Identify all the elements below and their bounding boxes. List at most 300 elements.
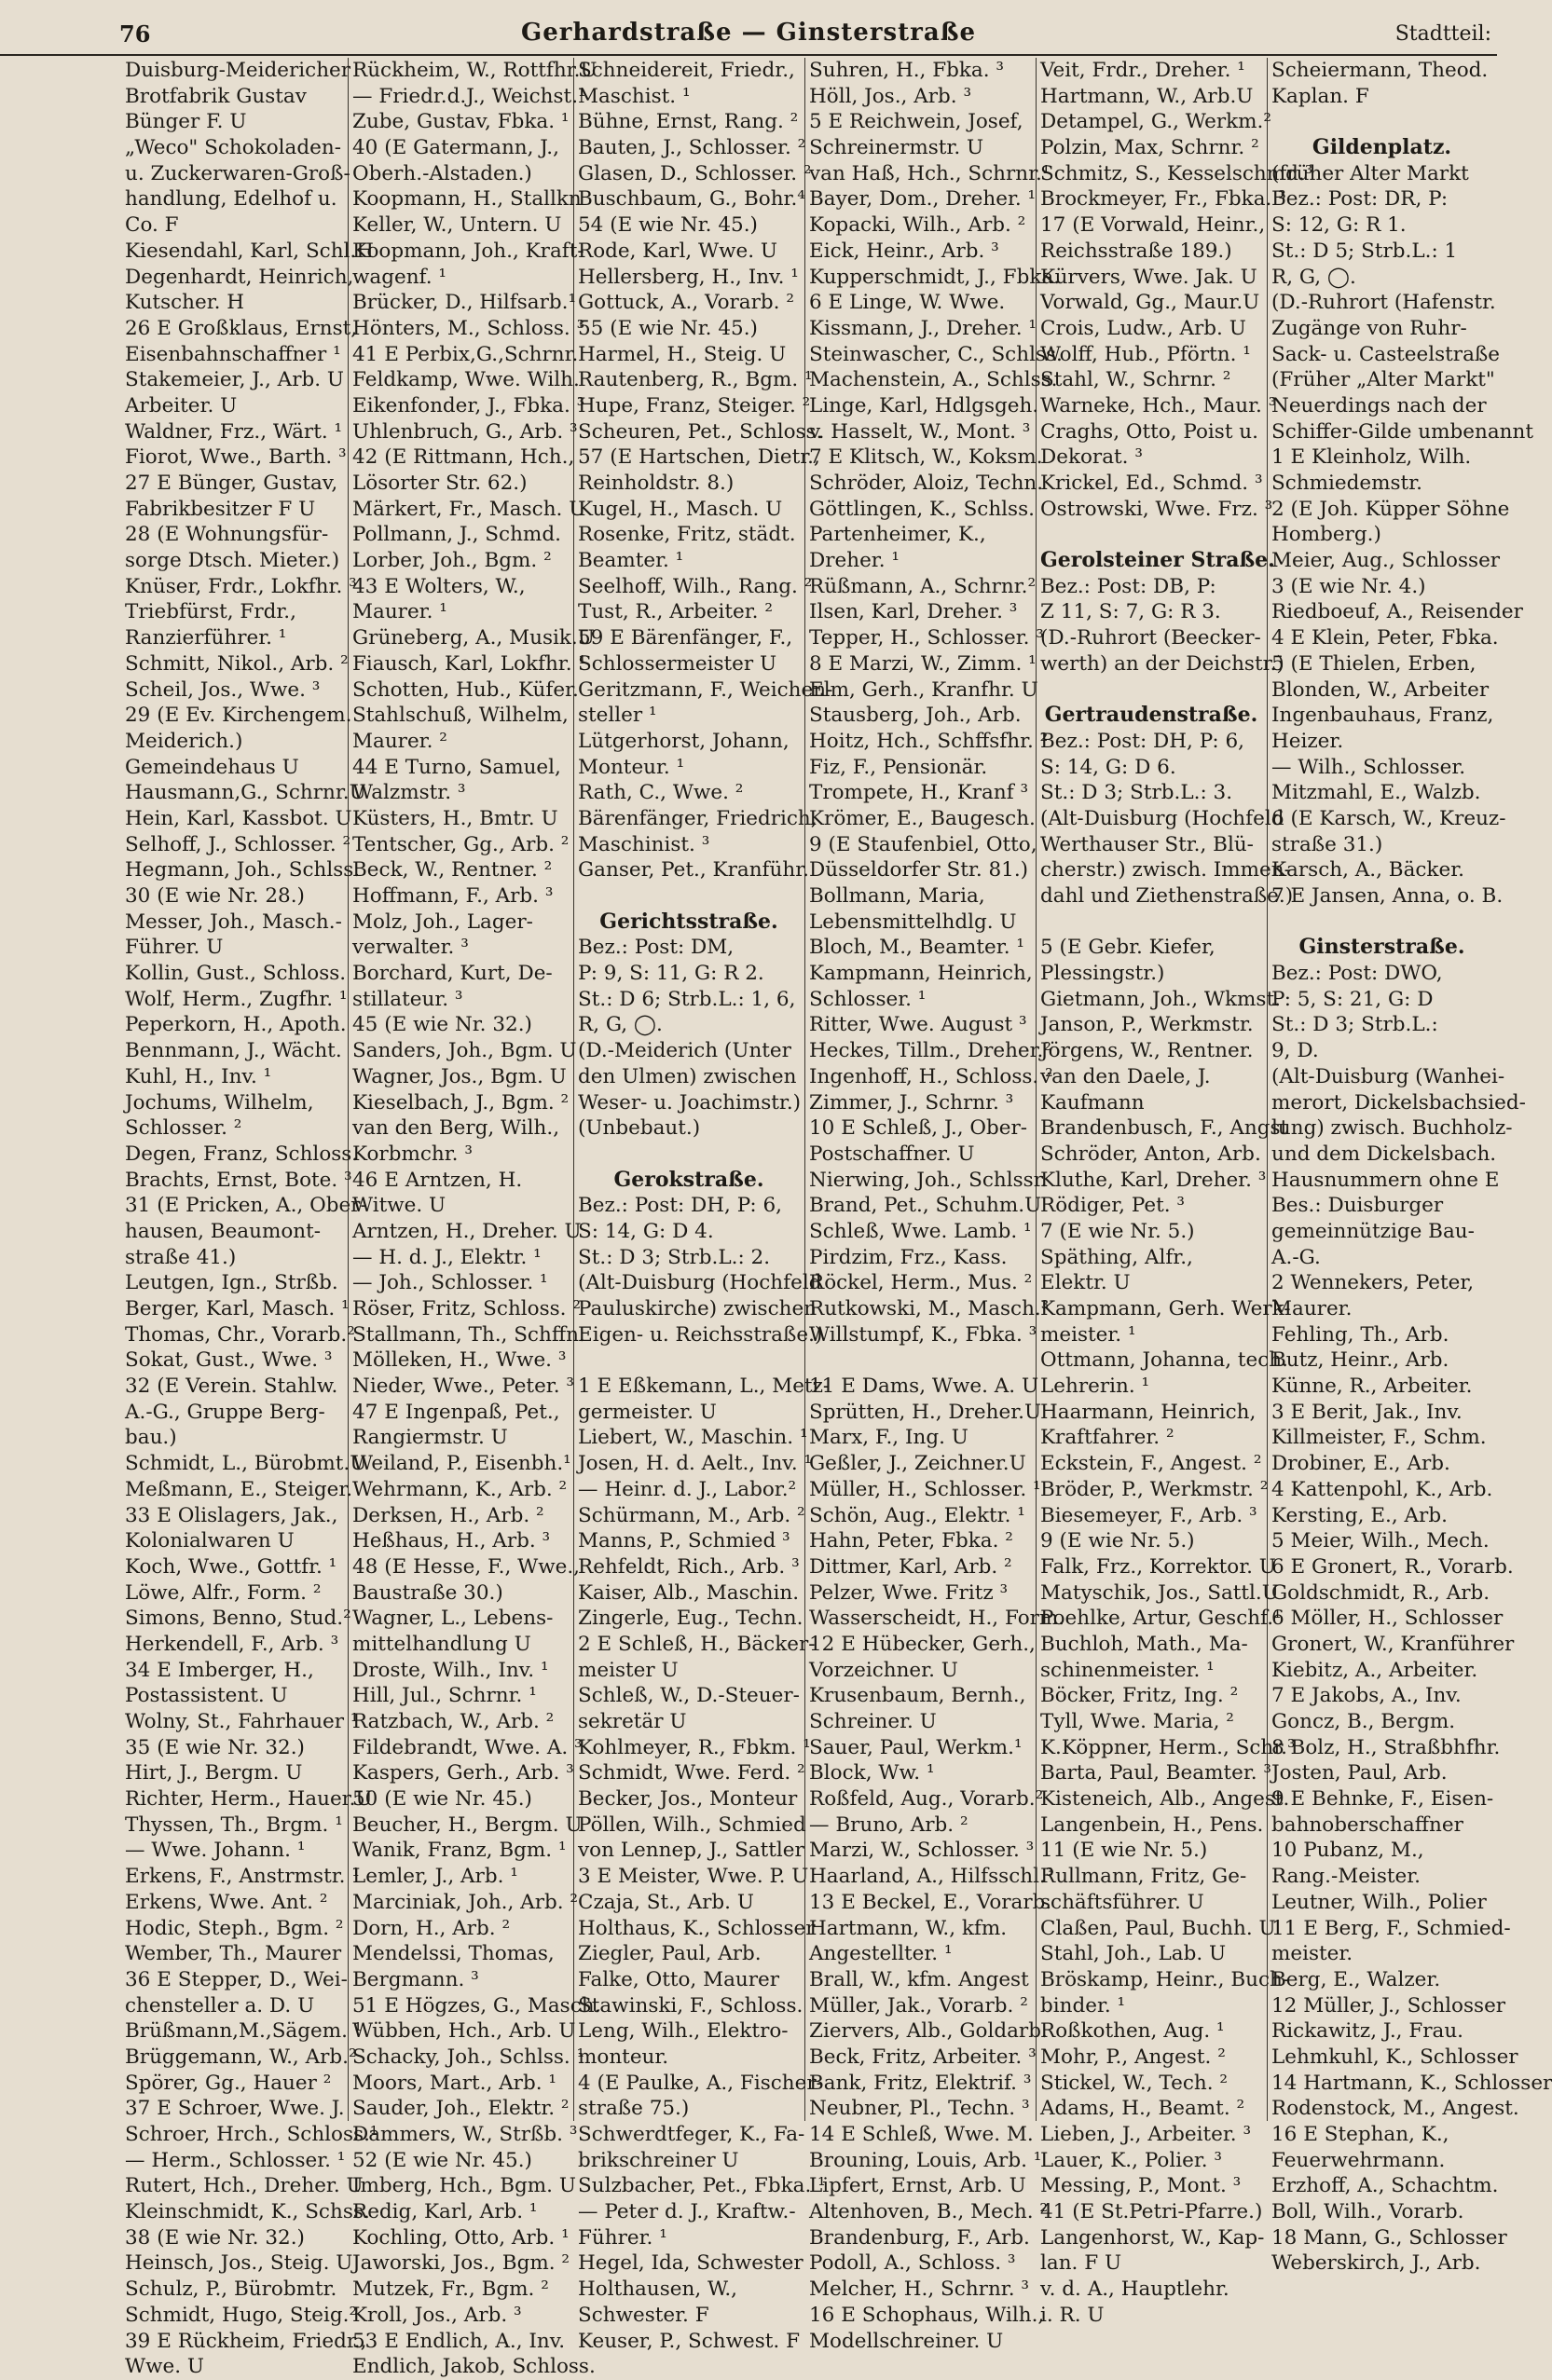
directory-entry-line: Zugänge von Ruhr- [1271, 316, 1467, 340]
directory-entry-line: Rutert, Hch., Dreher. U [125, 2174, 364, 2198]
directory-entry-line: brikschreiner U [578, 2148, 739, 2172]
directory-entry-line [578, 1142, 800, 1168]
directory-entry-line: 27 E Bünger, Gustav, [125, 472, 338, 495]
directory-entry-line: Holthaus, K., Schlosser [578, 1916, 816, 1940]
directory-entry-line: 55 (E wie Nr. 45.) [578, 316, 758, 340]
directory-entry-line: Ganser, Pet., Kranführ. [578, 858, 809, 882]
directory-entry-line: Bröskamp, Heinr., Buch- [1040, 1967, 1290, 1991]
directory-entry-line: Brotfabrik Gustav [125, 84, 307, 108]
directory-entry-line: 47 E Ingenpaß, Pet., [352, 1400, 560, 1424]
directory-entry-line: Claßen, Paul, Buchh. U [1040, 1916, 1276, 1940]
directory-entry-line: Roßfeld, Aug., Vorarb.² [809, 1787, 1044, 1812]
directory-entry-line: Heizer. [1271, 729, 1344, 753]
directory-entry-line [1040, 677, 1262, 704]
directory-entry-line: Josen, H. d. Aelt., Inv. ¹ [578, 1452, 813, 1476]
directory-entry-line: Müller, Jak., Vorarb. ² [809, 1993, 1028, 2018]
directory-entry-line: Molz, Joh., Lager- [352, 910, 533, 934]
page-title: Gerhardstraße — Ginsterstraße [520, 19, 977, 47]
directory-entry-line: Rödiger, Pet. ³ [1040, 1194, 1185, 1218]
directory-entry-line: Kollin, Gust., Schloss. [125, 962, 347, 986]
directory-entry-line: 14 Hartmann, K., Schlosser [1271, 2071, 1552, 2095]
directory-entry-line: 43 E Wolters, W., [352, 574, 526, 598]
directory-entry-line: Melcher, H., Schrnr. ³ [809, 2277, 1030, 2302]
directory-entry-line: 53 E Endlich, A., Inv. [352, 2329, 566, 2353]
directory-entry-line: Führer. ¹ [578, 2225, 667, 2250]
directory-entry-line: Schacky, Joh., Schlss. ¹ [352, 2045, 585, 2069]
directory-entry-line: Krömer, E., Baugesch. [809, 806, 1036, 830]
directory-entry-line: Stahlschuß, Wilhelm, [352, 704, 569, 728]
directory-entry-line: Killmeister, F., Schm. [1271, 1426, 1487, 1450]
directory-entry-line: — Herm., Schlosser. ¹ [125, 2148, 346, 2172]
directory-entry-line: bahnoberschaffner [1271, 1812, 1463, 1837]
directory-entry-line: 35 (E wie Nr. 32.) [125, 1735, 305, 1759]
directory-entry-line: Stallmann, Th., Schffn. [352, 1322, 585, 1347]
directory-entry-line: lung) zwisch. Buchholz- [1271, 1116, 1513, 1141]
directory-entry-line: Janson, P., Werkmstr. [1040, 1013, 1254, 1037]
directory-entry-line: Plessingstr.) [1040, 962, 1165, 986]
directory-entry-line: Lipfert, Ernst, Arb. U [809, 2174, 1026, 2198]
directory-entry-line: 2 Wennekers, Peter, [1271, 1271, 1475, 1295]
directory-entry-line: Schleß, W., D.-Steuer- [578, 1684, 800, 1708]
directory-entry-line: Zube, Gustav, Fbka. ¹ [352, 110, 570, 134]
directory-entry-line: Tepper, H., Schlosser. ³ [809, 626, 1044, 650]
directory-entry-line: Liebert, W., Maschin. ¹ [578, 1426, 808, 1450]
directory-entry-line: Messing, P., Mont. ³ [1040, 2174, 1242, 2198]
directory-entry-line: Kiebitz, A., Arbeiter. [1271, 1658, 1478, 1682]
directory-entry-line: v. Hasselt, W., Mont. ³ [809, 419, 1031, 444]
directory-entry-line: Wolff, Hub., Pförtn. ¹ [1040, 342, 1251, 366]
directory-entry-line: Ratzbach, W., Arb. ² [352, 1710, 555, 1733]
directory-entry-line: — Joh., Schlosser. ¹ [352, 1271, 548, 1295]
directory-entry-line: Wolny, St., Fahrhauer ¹ [125, 1710, 359, 1733]
directory-entry-line: Lemler, J., Arb. ¹ [352, 1865, 518, 1889]
directory-entry-line: Pirdzim, Frz., Kass. [809, 1245, 1008, 1269]
directory-entry-line: (D.-Ruhrort (Beecker- [1040, 626, 1261, 650]
directory-entry-line: Leng, Wilh., Elektro- [578, 2019, 789, 2044]
directory-entry-line: 1 E Kleinholz, Wilh. [1271, 445, 1472, 470]
directory-entry-line: Thomas, Chr., Vorarb.² [125, 1322, 355, 1347]
directory-entry-line: Postschaffner. U [809, 1142, 975, 1166]
directory-entry-line: Schlosser. ² [125, 1116, 242, 1141]
directory-entry-line: Schulz, P., Bürobmtr. [125, 2277, 337, 2302]
directory-entry-line: Ottmann, Johanna, tech. [1040, 1348, 1288, 1373]
directory-entry-line: Holthausen, W., [578, 2277, 738, 2302]
directory-entry-line: (Alt-Duisburg (Hochfeld [578, 1271, 822, 1295]
directory-entry-line: Marzi, W., Schlosser. ³ [809, 1839, 1035, 1863]
header-district-label: Stadtteil: [1394, 22, 1491, 46]
directory-entry-line: 52 (E wie Nr. 45.) [352, 2148, 532, 2172]
directory-entry-line: Führer. U [125, 936, 224, 960]
directory-entry-line: sekretär U [578, 1710, 687, 1733]
directory-entry-line: Feldkamp, Wwe. Wilh. [352, 368, 580, 392]
directory-entry-line: Buschbaum, G., Bohr.⁴ [578, 187, 805, 212]
directory-entry-line: Lieben, J., Arbeiter. ³ [1040, 2123, 1252, 2146]
directory-entry-line: Poehlke, Artur, Geschf.¹ [1040, 1607, 1282, 1631]
directory-entry-line: Duisburg-Meidericher [125, 59, 351, 82]
directory-entry-line: Pollmann, J., Schmd. [352, 523, 561, 547]
directory-entry-line: K.Köppner, Herm., Schr.³ [1040, 1735, 1296, 1759]
directory-entry-line: Barta, Paul, Beamter. ³ [1040, 1761, 1272, 1785]
directory-entry-line: 3 (E wie Nr. 4.) [1271, 574, 1426, 598]
directory-entry-line: Warneke, Hch., Maur. ³ [1040, 393, 1277, 417]
directory-entry-line: Schwester. F [578, 2303, 709, 2327]
directory-entry-line: Maurer. [1271, 1297, 1353, 1320]
directory-entry-line: Stickel, W., Tech. ² [1040, 2071, 1228, 2095]
directory-entry-line: Erzhoff, A., Schachtm. [1271, 2174, 1499, 2198]
directory-entry-line: Röser, Fritz, Schloss. ² [352, 1297, 581, 1320]
directory-entry-line: Werthauser Str., Blü- [1040, 832, 1254, 856]
directory-entry-line: van den Berg, Wilh., [352, 1116, 560, 1141]
directory-entry-line: Schlosser. ¹ [809, 987, 927, 1011]
directory-entry-line: Koopmann, Joh., Kraft- [352, 239, 584, 263]
directory-entry-line: gemeinnützige Bau- [1271, 1219, 1475, 1243]
directory-entry-line: Podoll, A., Schloss. ³ [809, 2251, 1016, 2276]
directory-entry-line: Bank, Fritz, Elektrif. ³ [809, 2071, 1032, 2095]
directory-entry-line: St.: D 3; Strb.L.: 3. [1040, 781, 1233, 805]
directory-entry-line: Berg, E., Walzer. [1271, 1967, 1441, 1991]
directory-entry-line: Uhlenbruch, G., Arb. ³ [352, 419, 578, 444]
directory-entry-line: Butz, Heinr., Arb. [1271, 1348, 1449, 1373]
directory-entry-line: verwalter. ³ [352, 936, 469, 960]
directory-entry-line: Leutner, Wilh., Polier [1271, 1890, 1487, 1914]
directory-entry-line: Rüßmann, A., Schrnr.² [809, 574, 1037, 598]
directory-entry-line: Adams, H., Beamt. ² [1040, 2097, 1245, 2121]
directory-entry-line: van den Daele, J. [1040, 1064, 1211, 1088]
directory-entry-line: Trompete, H., Kranf ³ [809, 781, 1029, 805]
directory-entry-line: S: 14, G: D 4. [578, 1219, 714, 1243]
directory-entry-line: bau.) [125, 1426, 177, 1450]
directory-entry-line: 29 (E Ev. Kirchengem. [125, 704, 352, 728]
directory-entry-line: 54 (E wie Nr. 45.) [578, 213, 758, 238]
directory-entry-line: 10 E Schleß, J., Ober- [809, 1116, 1028, 1141]
directory-entry-line: Leutgen, Ign., Strßb. [125, 1271, 338, 1295]
directory-entry-line: Kopacki, Wilh., Arb. ² [809, 213, 1026, 238]
directory-entry-line: Stahl, W., Schrnr. ² [1040, 368, 1231, 392]
directory-entry-line: Blonden, W., Arbeiter [1271, 677, 1490, 702]
directory-entry-line: Crois, Ludw., Arb. U [1040, 316, 1246, 340]
directory-entry-line: 36 E Stepper, D., Wei- [125, 1967, 348, 1991]
directory-entry-line: Meßmann, E., Steiger. [125, 1477, 353, 1501]
directory-entry-line: Rodenstock, M., Angest. [1271, 2097, 1519, 2121]
directory-entry-line: Wwe. U [125, 2355, 205, 2379]
directory-entry-line: 59 E Bärenfänger, F., [578, 626, 793, 650]
directory-entry-line: Ziegler, Paul, Arb. [578, 1942, 762, 1966]
directory-entry-line: Neubner, Pl., Techn. ³ [809, 2097, 1030, 2121]
directory-entry-line: Wolf, Herm., Zugfhr. ¹ [125, 987, 348, 1011]
directory-entry-line: Rath, C., Wwe. ² [578, 781, 744, 805]
directory-entry-line: Rosenke, Fritz, städt. [578, 523, 796, 547]
directory-entry-line: Kochling, Otto, Arb. ¹ [352, 2225, 570, 2250]
directory-entry-line: Beucher, H., Bergm. U [352, 1812, 583, 1837]
directory-entry-line: Geßler, J., Zeichner.U [809, 1452, 1026, 1476]
directory-entry-line: und dem Dickelsbach. [1271, 1142, 1497, 1166]
directory-entry-line: Erkens, Wwe. Ant. ² [125, 1890, 328, 1914]
directory-entry-line: Peperkorn, H., Apoth. [125, 1013, 347, 1037]
directory-entry-line: Goncz, B., Bergm. [1271, 1710, 1456, 1733]
directory-entry-line: 11 E Berg, F., Schmied- [1271, 1916, 1511, 1940]
directory-entry-line: Mitzmahl, E., Walzb. [1271, 781, 1481, 805]
directory-entry-line: Lehmkuhl, K., Schlosser [1271, 2045, 1518, 2069]
directory-entry-line: wagenf. ¹ [352, 265, 447, 289]
directory-entry-line: Hausnummern ohne E [1271, 1168, 1500, 1192]
directory-entry-line: (D.-Ruhrort (Hafenstr. [1271, 291, 1496, 315]
directory-entry-line: Imberg, Hch., Bgm. U [352, 2174, 576, 2198]
directory-entry-line: St.: D 3; Strb.L.: [1271, 1013, 1438, 1037]
directory-entry-line: Bloch, M., Beamter. ¹ [809, 936, 1024, 960]
directory-entry-line: (Alt-Duisburg (Wanhei- [1271, 1064, 1505, 1088]
directory-entry-line: Krusenbaum, Bernh., [809, 1684, 1026, 1708]
column-4 [805, 58, 1065, 2353]
directory-entry-line: Müller, H., Schlosser. ¹ [809, 1477, 1041, 1501]
directory-entry-line: Angestellter. ¹ [809, 1942, 953, 1966]
directory-entry-line: Brand, Pet., Schuhm.U [809, 1194, 1042, 1218]
directory-entry-line: Heckes, Tillm., Dreher.² [809, 1039, 1052, 1063]
column-6 [1268, 58, 1552, 2276]
directory-entry-line: Rullmann, Fritz, Ge- [1040, 1865, 1247, 1889]
directory-entry-line: Schwerdtfeger, K., Fa- [578, 2123, 805, 2146]
directory-entry-line: Fabrikbesitzer F U [125, 497, 316, 521]
directory-entry-line: Sprütten, H., Dreher.U [809, 1400, 1042, 1424]
directory-entry-line: 6 E Linge, W. Wwe. [809, 291, 1006, 315]
directory-entry-line: Roßkothen, Aug. ¹ [1040, 2019, 1225, 2044]
directory-entry-line: Hönters, M., Schloss. ³ [352, 316, 585, 340]
directory-entry-line: Schmidt, Wwe. Ferd. ² [578, 1761, 805, 1785]
directory-entry-line: Hartmann, W., kfm. [809, 1916, 1008, 1940]
directory-entry-line: merort, Dickelsbachsied- [1271, 1090, 1526, 1115]
directory-entry-line: 57 (E Hartschen, Dietr., [578, 445, 820, 470]
directory-entry-line: 4 (E Paulke, A., Fischer- [578, 2071, 823, 2095]
directory-entry-line: Sulzbacher, Pet., Fbka. ¹ [578, 2174, 826, 2198]
directory-entry-line: 5 Meier, Wilh., Mech. [1271, 1529, 1490, 1553]
directory-entry-line: Gottuck, A., Vorarb. ² [578, 291, 794, 315]
directory-entry-line: P: 9, S: 11, G: R 2. [578, 962, 764, 986]
directory-entry-line: Gemeindehaus U [125, 755, 299, 779]
directory-entry-line: stillateur. ³ [352, 987, 463, 1011]
directory-entry-line: Wanik, Franz, Bgm. ¹ [352, 1839, 567, 1863]
directory-entry-line: Bayer, Dom., Dreher. ¹ [809, 187, 1037, 212]
directory-entry-line: (Alt-Duisburg (Hochfeld [1040, 806, 1284, 830]
directory-entry-line: Sack- u. Casteelstraße [1271, 342, 1500, 366]
directory-entry-line: Sauder, Joh., Elektr. ² [352, 2097, 570, 2121]
directory-entry-line: Tyll, Wwe. Maria, ² [1040, 1710, 1234, 1733]
directory-entry-line: Sokat, Gust., Wwe. ³ [125, 1348, 333, 1373]
directory-entry-line: Schreiner. U [809, 1710, 937, 1733]
directory-entry-line: Wehrmann, K., Arb. ² [352, 1477, 568, 1501]
directory-entry-line: Bröder, P., Werkmstr. ² [1040, 1477, 1269, 1501]
directory-entry-line: Küsters, H., Bmtr. U [352, 806, 558, 830]
directory-entry-line: sorge Dtsch. Mieter.) [125, 549, 340, 573]
directory-entry-line: Wagner, Jos., Bgm. U [352, 1064, 567, 1088]
directory-entry-line: Degen, Franz, Schloss. [125, 1142, 359, 1166]
directory-entry-line: Block, Ww. ¹ [809, 1761, 935, 1785]
directory-entry-line: Jaworski, Jos., Bgm. ² [352, 2251, 570, 2276]
directory-entry-line: Boll, Wilh., Vorarb. [1271, 2200, 1464, 2224]
directory-entry-line: Schneidereit, Friedr., [578, 59, 795, 82]
directory-entry-line: Ritter, Wwe. August ³ [809, 1013, 1027, 1037]
directory-entry-line: Sauer, Paul, Werkm.¹ [809, 1735, 1023, 1759]
directory-entry-line: Weser- u. Joachimstr.) [578, 1090, 802, 1115]
directory-entry-line: Nieder, Wwe., Peter. ³ [352, 1375, 575, 1399]
directory-entry-line: Lebensmittelhdlg. U [809, 910, 1017, 934]
directory-entry-line: Wagner, L., Lebens- [352, 1607, 554, 1631]
directory-entry-line: 7 E Klitsch, W., Koksm. [809, 445, 1043, 470]
directory-entry-line: Hausmann,G., Schrnr.U [125, 781, 366, 805]
directory-entry-line: Craghs, Otto, Poist u. [1040, 419, 1258, 444]
directory-entry-line: 12 Müller, J., Schlosser [1271, 1993, 1506, 2018]
directory-entry-line: Kürvers, Wwe. Jak. U [1040, 265, 1257, 289]
directory-entry-line: Schmitz, S., Kesselschmd.³ [1040, 161, 1313, 185]
directory-entry-line: Fehling, Th., Arb. [1271, 1322, 1449, 1347]
directory-entry-line: 1 E Eßkemann, L., Metz- [578, 1375, 831, 1399]
directory-entry-line: Derksen, H., Arb. ² [352, 1503, 544, 1527]
directory-entry-line: Kaiser, Alb., Maschin. [578, 1580, 800, 1605]
directory-entry-line: Kugel, H., Masch. U [578, 497, 783, 521]
directory-entry-line: Beck, Fritz, Arbeiter. ³ [809, 2045, 1037, 2069]
directory-entry-line: Selhoff, J., Schlosser. ² [125, 832, 351, 856]
directory-entry-line: schinenmeister. ¹ [1040, 1658, 1215, 1682]
directory-entry-line: 28 (E Wohnungsfür- [125, 523, 329, 547]
street-heading: Ginsterstraße. [1298, 935, 1465, 960]
directory-entry-line: 44 E Turno, Samuel, [352, 755, 561, 779]
directory-entry-line: Brüßmann,M.,Sägem. ¹ [125, 2019, 363, 2044]
directory-entry-line: Berger, Karl, Masch. ¹ [125, 1297, 350, 1320]
directory-entry-line: Koch, Wwe., Gottfr. ¹ [125, 1554, 337, 1579]
street-heading: Gildenplatz. [1312, 135, 1452, 160]
directory-entry-line: Kroll, Jos., Arb. ³ [352, 2303, 522, 2327]
directory-entry-line: Gronert, W., Kranführer [1271, 1632, 1515, 1656]
directory-entry-line: Haarland, A., Hilfsschl.³ [809, 1865, 1054, 1889]
directory-entry-line: 4 E Klein, Peter, Fbka. [1271, 626, 1499, 650]
directory-entry-line: Schiffer-Gilde umbenannt [1271, 419, 1534, 444]
directory-entry-line: Marciniak, Joh., Arb. ² [352, 1890, 579, 1914]
directory-entry-line: Richter, Herm., Hauer.U [125, 1787, 373, 1812]
directory-entry-line: 48 (E Hesse, F., Wwe., [352, 1554, 581, 1579]
directory-entry-line: Feuerwehrmann. [1271, 2148, 1446, 2172]
directory-entry-line [578, 883, 800, 910]
directory-entry-line: Biesemeyer, F., Arb. ³ [1040, 1503, 1257, 1527]
directory-entry-line: Scheil, Jos., Wwe. ³ [125, 677, 321, 702]
directory-entry-line: Triebfürst, Frdr., [125, 600, 296, 624]
directory-entry-line: Zimmer, J., Schrnr. ³ [809, 1090, 1014, 1115]
directory-entry-line: 9, D. [1271, 1039, 1319, 1063]
directory-entry-line: Dittmer, Karl, Arb. ² [809, 1554, 1012, 1579]
directory-entry-line: Ilsen, Karl, Dreher. ³ [809, 600, 1018, 624]
directory-entry-line: meister. ¹ [1040, 1322, 1136, 1347]
directory-entry-line: Dekorat. ³ [1040, 445, 1143, 470]
directory-entry-line: Schröder, Aloiz, Techn. [809, 472, 1044, 495]
directory-entry-line: Lösorter Str. 62.) [352, 472, 528, 495]
directory-entry-line: — Heinr. d. J., Labor.² [578, 1477, 797, 1501]
directory-entry-line: Bärenfänger, Friedrich, [578, 806, 817, 830]
directory-entry-line: Droste, Wilh., Inv. ¹ [352, 1658, 549, 1682]
directory-entry-line: P: 5, S: 21, G: D [1271, 987, 1434, 1011]
directory-entry-line: 9 (E wie Nr. 5.) [1040, 1529, 1195, 1553]
directory-entry-line: Stawinski, F., Schloss. [578, 1993, 803, 2018]
directory-entry-line: 3 E Meister, Wwe. P. U [578, 1865, 809, 1889]
directory-entry-line: Pelzer, Wwe. Fritz ³ [809, 1580, 1009, 1605]
directory-entry-line: S: 12, G: R 1. [1271, 213, 1407, 238]
directory-entry-line: 51 E Högzes, G., Masch. [352, 1993, 601, 2018]
directory-entry-line: Kiesendahl, Karl, Schl.H [125, 239, 375, 263]
directory-entry-line: Bez.: Post: DB, P: [1040, 574, 1216, 598]
directory-entry-line: Bauten, J., Schlosser. ² [578, 136, 806, 160]
directory-entry-line: Riedboeuf, A., Reisender [1271, 600, 1523, 624]
directory-entry-line: St.: D 6; Strb.L.: 1, 6, [578, 987, 796, 1011]
directory-entry-line: Falk, Frz., Korrektor. U [1040, 1554, 1276, 1579]
directory-entry-line: 8 E Marzi, W., Zimm. ¹ [809, 651, 1037, 676]
directory-entry-line: Becker, Jos., Monteur [578, 1787, 798, 1812]
directory-entry-line: Rickawitz, J., Frau. [1271, 2019, 1464, 2044]
directory-entry-line [1040, 910, 1262, 936]
directory-entry-line: Geritzmann, F., Weichen- [578, 677, 833, 702]
directory-entry-line: Schürmann, M., Arb. ² [578, 1503, 805, 1527]
directory-entry-line: Schreinermstr. U [809, 136, 984, 160]
directory-entry-line: Endlich, Jakob, Schloss. [352, 2355, 596, 2379]
directory-entry-line: Bez.: Post: DH, P: 6, [578, 1194, 782, 1218]
directory-entry-line: Schleß, Wwe. Lamb. ¹ [809, 1219, 1032, 1243]
directory-entry-line: Eckstein, F., Angest. ² [1040, 1452, 1262, 1476]
directory-entry-line: straße 41.) [125, 1245, 237, 1269]
directory-entry-line: 13 E Beckel, E., Vorarb. [809, 1890, 1052, 1914]
directory-entry-line: Rode, Karl, Wwe. U [578, 239, 778, 263]
directory-entry-line: Jörgens, W., Rentner. [1040, 1039, 1254, 1063]
directory-entry-line: Goldschmidt, R., Arb. [1271, 1580, 1490, 1605]
directory-entry-line: 33 E Olislagers, Jak., [125, 1503, 338, 1527]
directory-entry-line: Z 11, S: 7, G: R 3. [1040, 600, 1221, 624]
directory-entry-line: Drobiner, E., Arb. [1271, 1452, 1450, 1476]
directory-entry-line: Bergmann. ³ [352, 1967, 479, 1991]
directory-entry-line: Erkens, F., Anstrmstr. ¹ [125, 1865, 360, 1889]
directory-entry-line: binder. ¹ [1040, 1993, 1126, 2018]
directory-entry-line: Langenbein, H., Pens. [1040, 1812, 1264, 1837]
directory-entry-line: Lauer, K., Polier. ³ [1040, 2148, 1223, 2172]
column-2 [349, 58, 601, 2379]
directory-entry-line: 3 E Berit, Jak., Inv. [1271, 1400, 1463, 1424]
directory-entry-line: Borchard, Kurt, De- [352, 962, 553, 986]
column-1 [121, 58, 378, 2379]
directory-entry-line: (D.-Meiderich (Unter [578, 1039, 791, 1063]
directory-entry-line: 7 E Jakobs, A., Inv. [1271, 1684, 1462, 1708]
directory-entry-line: R, G, ◯. [578, 1013, 663, 1037]
directory-entry-line: St.: D 3; Strb.L.: 2. [578, 1245, 771, 1269]
directory-entry-line: Kraftfahrer. ² [1040, 1426, 1174, 1450]
directory-entry-line: Mohr, P., Angest. ² [1040, 2045, 1226, 2069]
directory-entry-line: Späthing, Alfr., [1040, 1245, 1193, 1269]
directory-entry-line: germeister. U [578, 1400, 717, 1424]
directory-entry-line: Schmitt, Nikol., Arb. ² [125, 651, 349, 676]
directory-entry-line: van Haß, Hch., Schrnr.¹ [809, 161, 1051, 185]
directory-entry-line: Kampmann, Heinrich, [809, 962, 1033, 986]
directory-entry-line: Harmel, H., Steig. U [578, 342, 787, 366]
directory-entry-line: A.-G. [1271, 1245, 1321, 1269]
directory-entry-line: Hahn, Peter, Fbka. ² [809, 1529, 1013, 1553]
directory-entry-line: Nierwing, Joh., Schlssr. [809, 1168, 1048, 1192]
directory-entry-line: werth) an der Deichstr.) [1040, 651, 1284, 676]
directory-entry-line: Brücker, D., Hilfsarb.¹ [352, 291, 577, 315]
directory-entry-line: 41 E Perbix,G.,Schrnr. [352, 342, 579, 366]
directory-entry-line: Meier, Aug., Schlosser [1271, 549, 1501, 573]
directory-entry-line: v. d. A., Hauptlehr. [1040, 2277, 1229, 2302]
directory-entry-line: Rangiermstr. U [352, 1426, 508, 1450]
directory-entry-line: Detampel, G., Werkm.² [1040, 110, 1271, 134]
directory-entry-line: Rautenberg, R., Bgm. ¹ [578, 368, 813, 392]
directory-entry-line: — Wilh., Schlosser. [1271, 755, 1466, 779]
directory-entry-line: 32 (E Verein. Stahlw. [125, 1375, 338, 1399]
directory-entry-line: 10 Pubanz, M., [1271, 1839, 1424, 1863]
directory-entry-line: Hartmann, W., Arb.U [1040, 84, 1254, 108]
directory-entry-line: 5 (E Gebr. Kiefer, [1040, 936, 1216, 960]
directory-entry-line: Rehfeldt, Rich., Arb. ³ [578, 1554, 800, 1579]
